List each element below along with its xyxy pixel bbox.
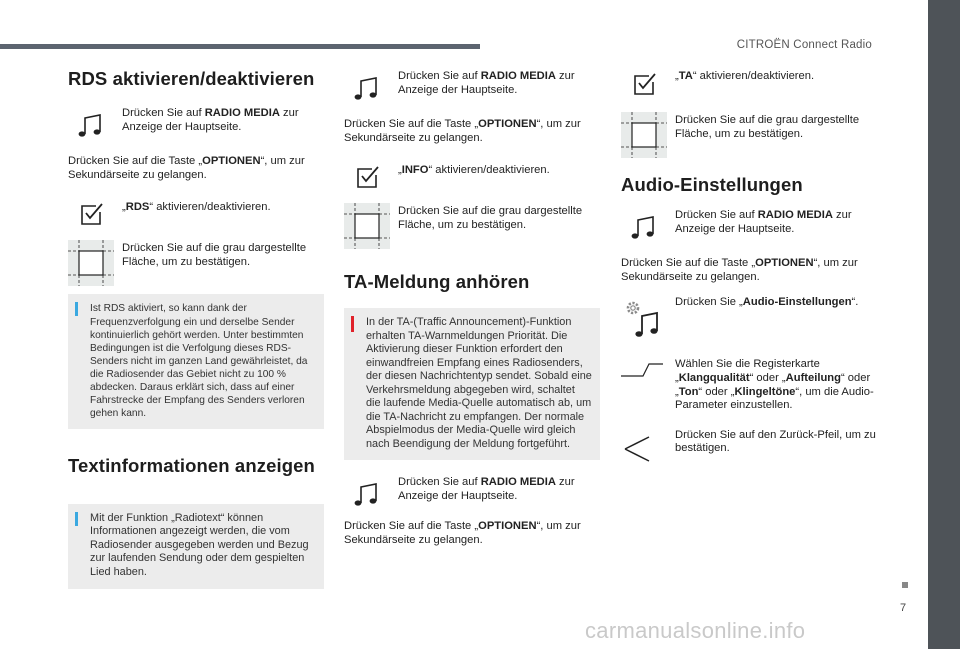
step-select-tab: Wählen Sie die Registerkarte „Klangqualität“ oder „Aufteilung“ oder „Ton“ oder „Klingeltöne“, um die Audio-Parameter einzustellen. <box>621 358 877 412</box>
header-rule <box>0 44 480 49</box>
step-back-arrow: Drücken Sie auf den Zurück-Pfeil, um zu bestätigen. <box>621 429 877 459</box>
music-note-icon <box>344 476 390 512</box>
step-radio-media: Drücken Sie auf RADIO MEDIA zur Anzeige der Hauptseite. <box>68 107 324 137</box>
music-note-icon <box>68 107 114 143</box>
step-info-toggle: „INFO“ aktivieren/deaktivieren. <box>344 161 600 191</box>
step-audio-settings: Drücken Sie „Audio-Einstellungen“. <box>621 296 877 340</box>
checkbox-icon <box>344 161 390 197</box>
section-title-ta: TA-Meldung anhören <box>344 271 530 293</box>
warning-marker-icon <box>351 316 354 332</box>
options-paragraph: Drücken Sie auf die Taste „OPTIONEN“, um zur Sekundärseite zu gelangen. <box>344 118 581 144</box>
page-sidebar <box>928 0 960 649</box>
warning-note-ta: In der TA-(Traffic Announcement)-Funktion erhalten TA-Warnmeldungen Priorität. Die Aktivierung dieser Funktion erfordert den einwandfreien Empfang eines Radiosenders, der diesen Nachrichtentyp sendet. Sobald eine Verkehrsmeldung abgegeben wird, schaltet die laufende Media-Quelle automatisch ab, um die TA-Nachricht zu empfangen. Der normale Abspielmodus der Media-Quelle wird gleich nach Beendigung der Meldung fortgeführt. <box>344 308 600 460</box>
music-note-icon <box>344 70 390 106</box>
options-paragraph: Drücken Sie auf die Taste „OPTIONEN“, um zur Sekundärseite zu gelangen. <box>68 155 305 181</box>
back-arrow-icon <box>621 429 667 465</box>
info-note-rds: Ist RDS aktiviert, so kann dank der Frequenzverfolgung ein und derselbe Sender kontinuierlich gehört werden. Unter bestimmten Bedingungen ist die Verfolgung dieses RDS-Senders nicht im ganzen Land gewährleistet, da die Radiosender das Gebiet nicht zu 100 % abdecken. Daraus erklärt sich, dass auf einer Fahrstrecke der Empfang des Senders verloren gehen kann. <box>68 294 324 429</box>
end-marker <box>902 582 908 588</box>
step-rds-toggle: „RDS“ aktivieren/deaktivieren. <box>68 198 324 228</box>
column-2 <box>344 60 600 548</box>
page-number: 7 <box>900 602 907 614</box>
section-title-rds: RDS aktivieren/deaktivieren <box>68 68 315 89</box>
grey-area-icon <box>68 240 114 276</box>
info-marker-icon <box>75 512 78 526</box>
step-confirm-grey: Drücken Sie auf die grau dargestellte Fläche, um zu bestätigen. <box>621 114 877 144</box>
brand-label: CITROËN Connect Radio <box>736 39 872 51</box>
column-3 <box>621 60 877 459</box>
step-confirm-grey: Drücken Sie auf die grau dargestellte Fläche, um zu bestätigen. <box>344 205 600 235</box>
info-marker-icon <box>75 302 78 316</box>
step-radio-media: Drücken Sie auf RADIO MEDIA zur Anzeige der Hauptseite. <box>621 209 877 239</box>
checkbox-icon <box>68 198 114 234</box>
step-radio-media-2: Drücken Sie auf RADIO MEDIA zur Anzeige der Hauptseite. <box>344 476 600 506</box>
step-confirm-grey: Drücken Sie auf die grau dargestellte Fläche, um zu bestätigen. <box>68 242 324 272</box>
gear-music-icon <box>621 296 667 340</box>
grey-area-icon <box>621 112 667 148</box>
step-ta-toggle: „TA“ aktivieren/deaktivieren. <box>621 68 877 98</box>
grey-area-icon <box>344 203 390 239</box>
checkbox-icon <box>621 68 667 104</box>
step-radio-media: Drücken Sie auf RADIO MEDIA zur Anzeige der Hauptseite. <box>344 70 600 100</box>
watermark: carmanualsonline.info <box>585 618 806 643</box>
options-paragraph-2: Drücken Sie auf die Taste „OPTIONEN“, um zur Sekundärseite zu gelangen. <box>344 520 581 547</box>
music-note-icon <box>621 209 667 245</box>
section-title-audio: Audio-Einstellungen <box>621 174 803 195</box>
section-title-textinfo: Textinformationen anzeigen <box>68 455 315 477</box>
options-paragraph: Drücken Sie auf die Taste „OPTIONEN“, um zur Sekundärseite zu gelangen. <box>621 257 858 283</box>
tab-icon <box>621 358 667 394</box>
column-1 <box>68 60 324 589</box>
info-note-radiotext: Mit der Funktion „Radiotext“ können Informationen angezeigt werden, die vom Radiosender ausgegeben werden und Bezug zur laufenden Sendung oder dem gespielten Lied haben. <box>68 504 324 589</box>
